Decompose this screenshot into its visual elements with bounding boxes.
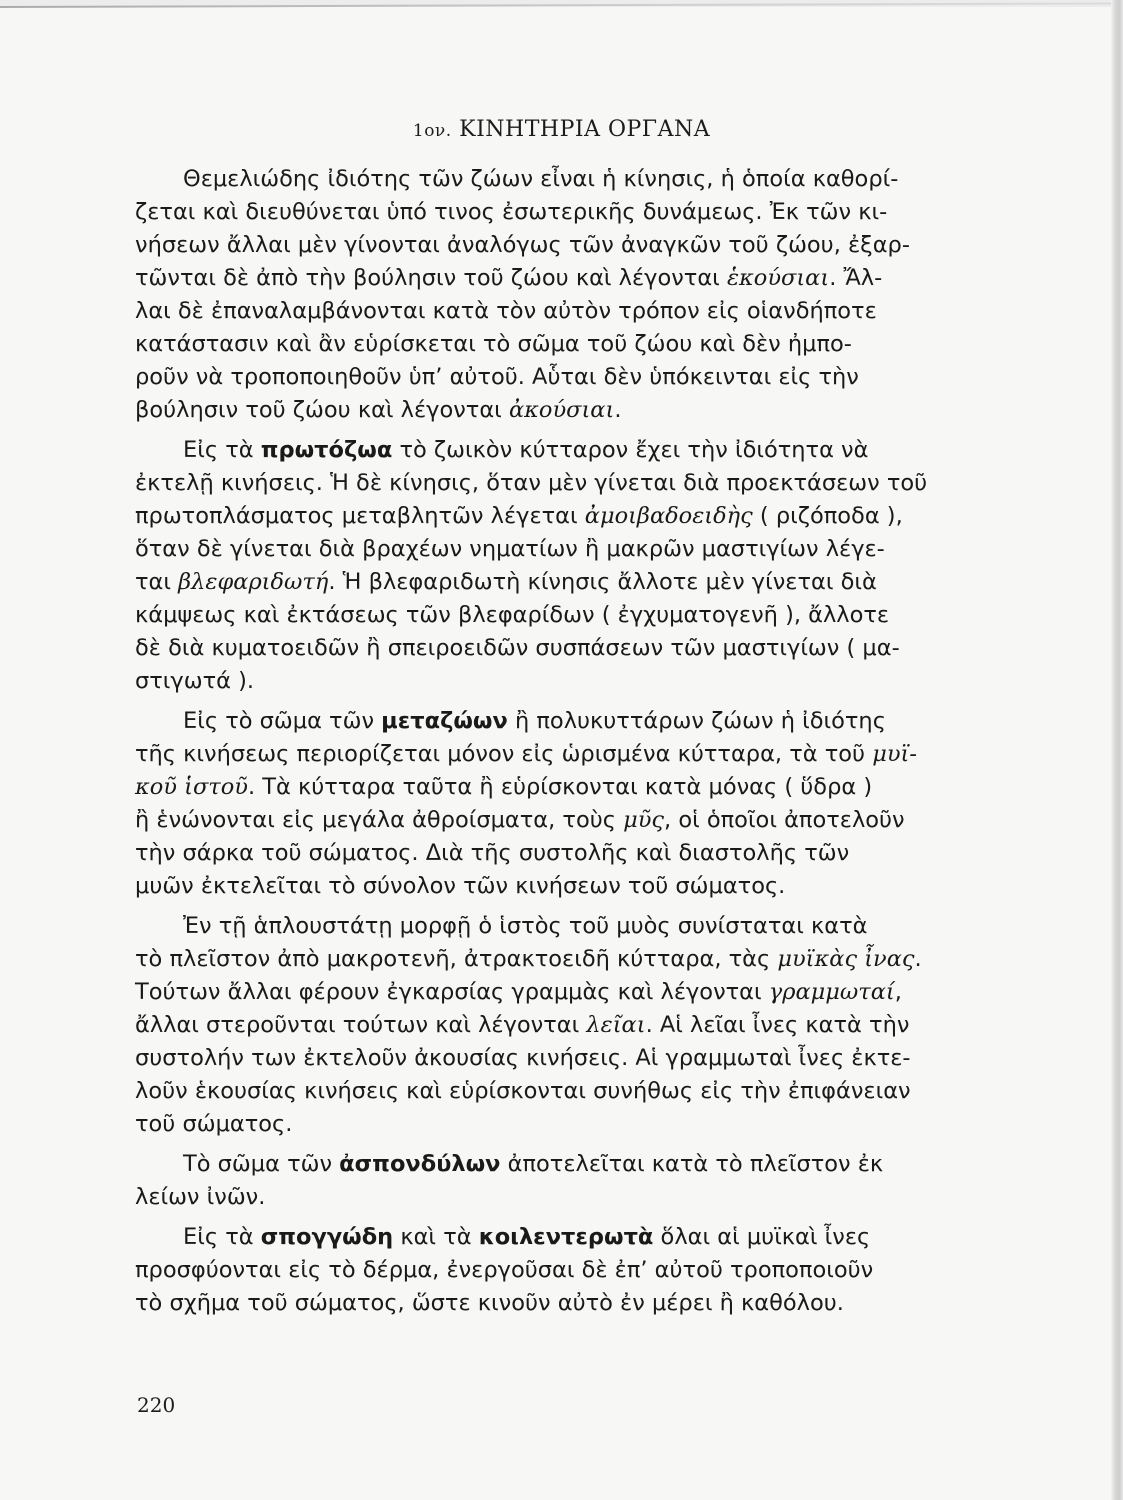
text-run: κατάστασιν καὶ ἂν εὑρίσκεται τὸ σῶμα τοῦ ζώου καὶ δὲν ἠμπο- [135, 331, 852, 357]
text-line [135, 665, 1011, 698]
paragraph [135, 1148, 1011, 1214]
text-run: δὲ διὰ κυματοειδῶν ἢ σπειροειδῶν συσπάσεων τῶν μαστιγίων ( μα- [135, 635, 900, 661]
text-run: . Ἄλ- [829, 265, 883, 291]
text-run: Εἰς τὰ [183, 1224, 261, 1250]
text-run: κάμψεως καὶ ἐκτάσεως τῶν βλεφαρίδων ( ἐγχυματογενῆ ), ἄλλοτε [135, 602, 890, 628]
text-line [135, 599, 1011, 632]
text-line [135, 434, 1011, 467]
text-line [135, 1254, 1011, 1287]
bold-term: ἀσπονδύλων [339, 1151, 501, 1177]
text-run: ζεται καὶ διευθύνεται ὑπό τινος ἐσωτερικῆς δυνάμεως. Ἐκ τῶν κι- [135, 199, 888, 225]
text-run: . Αἱ λεῖαι ἶνες κατὰ τὴν [645, 1012, 910, 1038]
paragraph [135, 910, 1011, 1141]
text-line [135, 738, 1011, 771]
text-line [135, 705, 1011, 738]
text-run: στιγωτά ). [135, 668, 255, 694]
text-run: λείων ἰνῶν. [135, 1184, 266, 1210]
text-run: ( ριζόποδα ), [752, 503, 903, 529]
text-run: τὸ σχῆμα τοῦ σώματος, ὥστε κινοῦν αὐτὸ ἐν μέρει ἢ καθόλου. [135, 1290, 844, 1316]
italic-term: λεῖαι [586, 1012, 646, 1038]
paragraph [135, 163, 1011, 427]
text-line [135, 1009, 1011, 1042]
italic-term: ἑκούσιαι [726, 265, 830, 291]
page-right-edge-shadow [1111, 0, 1123, 1500]
text-line [135, 262, 1011, 295]
text-line [135, 566, 1011, 599]
chapter-heading [0, 117, 1123, 142]
bold-term: πρωτόζωα [260, 437, 393, 463]
text-run: Εἰς τὰ [183, 437, 261, 463]
text-run: ὅλαι αἱ μυϊκαὶ ἶνες [653, 1224, 871, 1250]
text-line [135, 1042, 1011, 1075]
text-run: . Τὰ κύτταρα ταῦτα ἢ εὑρίσκονται κατὰ μόνας ( ὕδρα ) [247, 774, 873, 800]
italic-term: ἀμοιβαδοειδὴς [584, 503, 753, 529]
text-run: καὶ τὰ [393, 1224, 479, 1250]
text-run: τὴν σάρκα τοῦ σώματος. Διὰ τῆς συστολῆς καὶ διαστολῆς τῶν [135, 840, 850, 866]
text-line [135, 163, 1011, 196]
italic-term: μυϊκὰς ἶνας [777, 946, 915, 972]
italic-term: μῦς [623, 807, 665, 833]
italic-term: μυϊ- [872, 741, 917, 767]
page-number: 220 [137, 1393, 176, 1417]
bold-term: κοιλεντερωτὰ [478, 1224, 654, 1250]
text-line [135, 976, 1011, 1009]
text-line [135, 328, 1011, 361]
text-run: τῆς κινήσεως περιορίζεται μόνον εἰς ὡρισμένα κύτταρα, τὰ τοῦ [135, 741, 873, 767]
text-run: . Ἡ βλεφαριδωτὴ κίνησις ἄλλοτε μὲν γίνεται διὰ [328, 569, 877, 595]
text-line [135, 295, 1011, 328]
paragraph [135, 434, 1011, 698]
text-line [135, 500, 1011, 533]
text-run: λαι δὲ ἐπαναλαμβάνονται κατὰ τὸν αὐτὸν τρόπον εἰς οἱανδήποτε [135, 298, 877, 324]
text-line [135, 1075, 1011, 1108]
text-run: . [914, 946, 922, 972]
text-line [135, 1108, 1011, 1141]
text-run: συστολήν των ἐκτελοῦν ἀκουσίας κινήσεις. Αἱ γραμμωταὶ ἶνες ἐκτε- [135, 1045, 911, 1071]
text-run: πρωτοπλάσματος μεταβλητῶν λέγεται [135, 503, 585, 529]
paragraph [135, 705, 1011, 903]
text-run: τοῦ σώματος. [135, 1111, 293, 1137]
text-run: βούλησιν τοῦ ζώου καὶ λέγονται [135, 397, 509, 423]
text-line [135, 1181, 1011, 1214]
text-run: τῶνται δὲ ἀπὸ τὴν βούλησιν τοῦ ζώου καὶ λέγονται [135, 265, 727, 291]
italic-term: γραμμωταί [768, 979, 895, 1005]
text-line [135, 361, 1011, 394]
chapter-title: ΚΙΝΗΤΗΡΙΑ ΟΡΓΑΝΑ [459, 117, 711, 142]
text-run: , [894, 979, 902, 1005]
text-run: λοῦν ἑκουσίας κινήσεις καὶ εὑρίσκονται συνήθως εἰς τὴν ἐπιφάνειαν [135, 1078, 911, 1104]
italic-term: βλεφαριδωτή [178, 569, 329, 595]
text-run: ἢ πολυκυττάρων ζώων ἡ ἰδιότης [507, 708, 886, 734]
text-run: ται [135, 569, 179, 595]
text-line [135, 394, 1011, 427]
text-run: ὅταν δὲ γίνεται διὰ βραχέων νηματίων ἢ μακρῶν μαστιγίων λέγε- [135, 536, 885, 562]
body-text [135, 163, 1011, 1327]
text-line [135, 533, 1011, 566]
text-run: Ἐν τῇ ἁπλουστάτῃ μορφῇ ὁ ἱστὸς τοῦ μυὸς συνίσταται κατὰ [183, 913, 868, 939]
italic-term: ἀκούσιαι [508, 397, 615, 423]
text-run: Τὸ σῶμα τῶν [183, 1151, 340, 1177]
text-line [135, 943, 1011, 976]
text-line [135, 196, 1011, 229]
paragraph [135, 1221, 1011, 1320]
text-line [135, 910, 1011, 943]
text-run: ἀποτελεῖται κατὰ τὸ πλεῖστον ἐκ [500, 1151, 884, 1177]
italic-term: κοῦ ἱστοῦ [135, 774, 248, 800]
text-run: , οἱ ὁποῖοι ἀποτελοῦν [664, 807, 905, 833]
text-run: προσφύονται εἰς τὸ δέρμα, ἐνεργοῦσαι δὲ ἐπ’ αὐτοῦ τροποποιοῦν [135, 1257, 874, 1283]
text-run: Εἰς τὸ σῶμα τῶν [183, 708, 382, 734]
text-run: μυῶν ἐκτελεῖται τὸ σύνολον τῶν κινήσεων τοῦ σώματος. [135, 873, 786, 899]
text-run: . [614, 397, 622, 423]
text-run: Θεμελιώδης ἰδιότης τῶν ζώων εἶναι ἡ κίνησις, ἡ ὁποία καθορί- [183, 166, 899, 192]
text-line [135, 837, 1011, 870]
text-run: τὸ πλεῖστον ἀπὸ μακροτενῆ, ἀτρακτοειδῆ κύτταρα, τὰς [135, 946, 778, 972]
text-run: ἄλλαι στεροῦνται τούτων καὶ λέγονται [135, 1012, 587, 1038]
chapter-number: 1ον. [412, 121, 452, 141]
text-line [135, 1221, 1011, 1254]
text-line [135, 771, 1011, 804]
text-run: νήσεων ἄλλαι μὲν γίνονται ἀναλόγως τῶν ἀναγκῶν τοῦ ζώου, ἐξαρ- [135, 232, 910, 258]
text-line [135, 467, 1011, 500]
text-line [135, 870, 1011, 903]
text-line [135, 229, 1011, 262]
text-run: τὸ ζωικὸν κύτταρον ἔχει τὴν ἰδιότητα νὰ [392, 437, 869, 463]
bold-term: μεταζώων [381, 708, 508, 734]
text-line [135, 1287, 1011, 1320]
text-run: ροῦν νὰ τροποποιηθοῦν ὑπ’ αὐτοῦ. Αὗται δὲν ὑπόκεινται εἰς τὴν [135, 364, 859, 390]
bold-term: σπογγώδη [260, 1224, 394, 1250]
text-run: ἢ ἑνώνονται εἰς μεγάλα ἀθροίσματα, τοὺς [135, 807, 624, 833]
text-line [135, 1148, 1011, 1181]
text-run: Τούτων ἄλλαι φέρουν ἐγκαρσίας γραμμὰς καὶ λέγονται [135, 979, 769, 1005]
text-line [135, 632, 1011, 665]
text-run: ἐκτελῇ κινήσεις. Ἡ δὲ κίνησις, ὅταν μὲν γίνεται διὰ προεκτάσεων τοῦ [135, 470, 928, 496]
text-line [135, 804, 1011, 837]
